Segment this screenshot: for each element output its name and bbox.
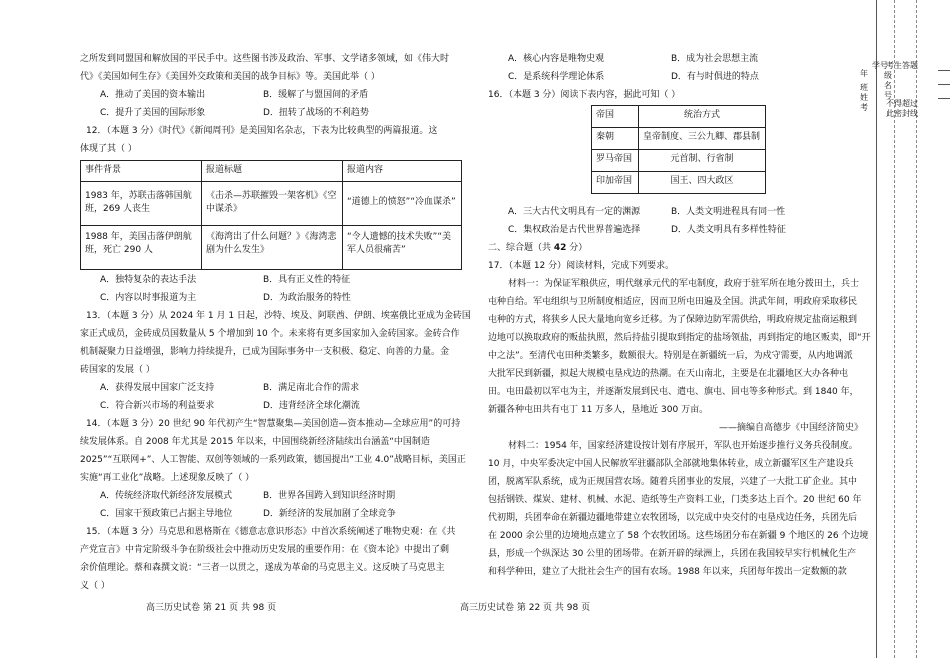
binding-margin bbox=[860, 0, 950, 658]
binding-notice-3: 此密封线 bbox=[886, 109, 918, 118]
q14-stem-3: 2025”“互联网+”、人工智能、双创等领域的一系列政策，德国提出“工业 4.0”战略目标，美国正 bbox=[80, 455, 466, 465]
material2-line-2: 10 月，中央军委决定中国人民解放军驻疆部队全部就地集体转业，成立新疆军区生产建设兵 bbox=[488, 459, 854, 469]
q13-option-c[interactable]: C．符合新兴市场的利益要求 bbox=[100, 401, 215, 411]
q13-option-d[interactable]: D．违背经济全球化潮流 bbox=[263, 401, 360, 411]
q11-option-d[interactable]: D．扭转了战场的不利趋势 bbox=[263, 108, 369, 118]
q16-option-a[interactable]: A．三大古代文明具有一定的渊源 bbox=[508, 207, 641, 217]
binding-exam-no-label: 号 bbox=[884, 91, 892, 100]
q14-option-b[interactable]: B．世界各国跨入到知识经济时期 bbox=[263, 491, 396, 501]
q12-row2-title: 《海湾出了什么问题？》《海湾悲剧为什么发生》 bbox=[202, 225, 343, 269]
q16-row3-rule: 国王、四大政区 bbox=[639, 172, 766, 194]
material1-line-4: 边地可以换取政府的贩盐执照，然后持盐引提取到指定的盐场领盐，再到指定的地区贩卖，即“开 bbox=[488, 333, 871, 343]
q15-option-d[interactable]: D．有与时俱进的特点 bbox=[671, 72, 759, 82]
q15-option-a[interactable]: A．核心内容是唯物史观 bbox=[508, 54, 605, 64]
q12-table bbox=[80, 160, 462, 270]
q15-stem-4: 义（ ） bbox=[80, 581, 110, 591]
q12-row1-title: 《击杀—苏联摧毁一架客机》《空中谋杀》 bbox=[202, 181, 343, 225]
q16-table bbox=[591, 105, 766, 194]
q14-option-c[interactable]: C．国家干预政策已占据主导地位 bbox=[100, 509, 233, 519]
q12-stem-1: 12．（本题 3 分）《时代》《新闻周刊》是美国知名杂志，下表为比较典型的两篇报道。这 bbox=[86, 126, 438, 136]
q11-option-c[interactable]: C．提升了美国的国际形象 bbox=[100, 108, 206, 118]
material1-line-1: 材料一：为保证军粮供应，明代继承元代的军屯制度，政府于驻军所在地分拨田土，兵士 bbox=[508, 279, 860, 289]
binding-name-label: 名 bbox=[884, 81, 892, 90]
binding-col1-year: 年 bbox=[860, 69, 868, 78]
q14-stem-4: 实施“再工业化”战略。上述现象反映了（ ） bbox=[80, 473, 255, 483]
q15-stem-1: 15．（本题 3 分）马克思和恩格斯在《德意志意识形态》中首次系统阐述了唯物史观：在《共 bbox=[86, 527, 456, 537]
q14-option-a[interactable]: A．传统经济取代新经济发展模式 bbox=[100, 491, 233, 501]
q16-row1-rule: 皇帝制度、三公九卿、郡县制 bbox=[639, 128, 766, 150]
binding-col1-name: 姓 bbox=[860, 93, 868, 102]
q12-option-d[interactable]: D．为政治服务的特性 bbox=[263, 293, 351, 303]
right-page bbox=[460, 0, 871, 658]
q16-option-d[interactable]: D．人类文明具有多样性特征 bbox=[671, 225, 786, 235]
q13-option-b[interactable]: B．满足南北合作的需求 bbox=[263, 383, 360, 393]
material2-line-6: 在 2000 余公里的边境地点建立了 58 个农牧团场。这些场团分布在新疆 9 个地区的 26 个边境 bbox=[488, 531, 869, 541]
q12-stem-2: 体现了其（ ） bbox=[80, 144, 137, 154]
right-page-footer: 高三历史试卷 第 22 页 共 98 页 bbox=[460, 603, 591, 613]
material1-source: ——摘编自高德步《中国经济简史》 bbox=[718, 423, 863, 433]
q14-stem-1: 14．（本题 3 分）20 世纪 90 年代初产生“智慧聚集—美国创造—资本推动—全球应用”的可持 bbox=[86, 419, 461, 429]
q15-stem-2: 产党宣言》中肯定阶级斗争在阶级社会中推动历史发展的重要作用：在《资本论》中提出了剩 bbox=[80, 545, 450, 555]
q17-stem: 17．（本题 12 分）阅读材料，完成下列要求。 bbox=[488, 261, 675, 271]
q14-stem-2: 续发展体系。自 2008 年尤其是 2015 年以来，中国围绕新经济陆续出台涵盖“中国制造 bbox=[80, 437, 430, 447]
q13-option-a[interactable]: A．获得发展中国家广泛支持 bbox=[100, 383, 215, 393]
q12-option-b[interactable]: B．具有正义性的特征 bbox=[263, 275, 351, 285]
q13-stem-2: 家正式成员，金砖成员国数量从 5 个增加到 10 个。未来将有更多国家加入金砖国家。金砖合作 bbox=[80, 329, 460, 339]
q16-row3-empire: 印加帝国 bbox=[592, 172, 639, 194]
material1-line-2: 屯种自给。军屯组织与卫所制度相适应，因而卫所屯田遍及全国。洪武年间，明政府采取移民 bbox=[488, 297, 858, 307]
q16-option-b[interactable]: B．人类文明进程具有同一性 bbox=[671, 207, 786, 217]
binding-col1-exam: 考 bbox=[860, 103, 868, 112]
material2-line-1: 材料二：1954 年，国家经济建设按计划有序展开，军队也开始逐步推行义务兵役制度。 bbox=[508, 441, 858, 451]
binding-notice-2: 不得超过 bbox=[886, 99, 918, 108]
q12-row1-background: 1983 年，苏联击落韩国航班，269 人丧生 bbox=[81, 181, 202, 225]
left-page-footer: 高三历史试卷 第 21 页 共 98 页 bbox=[146, 603, 277, 613]
q12-row2-background: 1988 年，美国击落伊朗航班，死亡 290 人 bbox=[81, 225, 202, 269]
intro-line-1: 之所发到同盟国和解放国的平民手中。这些图书涉及政治、军事、文学诸多领域，如《伟大时 bbox=[80, 54, 450, 64]
q16-header-rule: 统治方式 bbox=[639, 106, 766, 128]
left-page bbox=[80, 0, 471, 658]
material2-line-8: 和科学种田，建立了大批社会生产的国有农场。1988 年以来，兵团每年拨出一定数额的款 bbox=[488, 567, 847, 577]
material2-line-7: 县，形成一个纵深达 30 公里的团场带。在新开辟的绿洲上，兵团在我国较早实行机械化生产 bbox=[488, 549, 857, 559]
q16-row2-rule: 元首制、行省制 bbox=[639, 150, 766, 172]
fill-line-grade[interactable] bbox=[938, 84, 950, 85]
material1-line-5: 中之法”。至清代屯田种类繁多，数额很大。特别是在新疆统一后，为戍守需要，从内地调派 bbox=[488, 351, 853, 361]
q12-header-title: 报道标题 bbox=[202, 161, 343, 182]
binding-border-line bbox=[876, 0, 877, 658]
q13-stem-1: 13．（本题 3 分）从 2024 年 1 月 1 日起，沙特、埃及、阿联酋、伊朗、埃塞俄比亚成为金砖国 bbox=[86, 311, 471, 321]
q15-option-c[interactable]: C．是系统科学理论体系 bbox=[508, 72, 605, 82]
q15-option-b[interactable]: B．成为社会思想主流 bbox=[671, 54, 759, 64]
q11-option-a[interactable]: A．推动了美国的资本输出 bbox=[100, 90, 206, 100]
binding-col1-class: 班 bbox=[860, 83, 868, 92]
q11-option-b[interactable]: B．缓解了与盟国间的矛盾 bbox=[263, 90, 369, 100]
fill-line-name[interactable] bbox=[938, 98, 950, 99]
q16-row1-empire: 秦朝 bbox=[592, 128, 639, 150]
q13-stem-3: 机制凝聚力日益增强，影响力持续提升，已成为国际事务中一支积极、稳定、向善的力量。金 bbox=[80, 347, 450, 357]
q12-header-background: 事件背景 bbox=[81, 161, 202, 182]
q12-option-a[interactable]: A．独特复杂的表达手法 bbox=[100, 275, 197, 285]
material1-line-8: 新疆各种屯田共有屯丁 11 万多人，垦地近 300 万亩。 bbox=[488, 405, 709, 415]
binding-student-id-label: 学号 bbox=[872, 61, 888, 70]
q12-row2-content: “令人遗憾的技术失败”“美军人员很痛苦” bbox=[343, 225, 462, 269]
section-2-heading: 二、综合题（共 42 分） bbox=[488, 243, 588, 253]
intro-line-2: 代》《美国如何生存》《美国外交政策和美国的战争目标》等。美国此举（ ） bbox=[80, 72, 380, 82]
material1-line-3: 屯种的方式，将狭乡人民大量地向宽乡迁移。为了保障边防军需供给，明政府规定盐商运粮到 bbox=[488, 315, 858, 325]
q12-option-c[interactable]: C．内容以时事报道为主 bbox=[100, 293, 197, 303]
q12-header-content: 报道内容 bbox=[343, 161, 462, 182]
q16-row2-empire: 罗马帝国 bbox=[592, 150, 639, 172]
q13-stem-4: 砖国家的发展（ ） bbox=[80, 365, 155, 375]
material2-line-3: 团，脱离军队系统，成为正规国营农场。随着兵团事业的发展，兴建了一大批工矿企业。其中 bbox=[488, 477, 858, 487]
q14-option-d[interactable]: D．新经济的发展加剧了全球竞争 bbox=[263, 509, 396, 519]
material1-line-7: 田。屯田最初以军屯为主，并逐渐发展到民屯、遣屯、旗屯、回屯等多种形式。到 1840 年， bbox=[488, 387, 859, 397]
q16-option-c[interactable]: C．集权政治是古代世界普遍选择 bbox=[508, 225, 641, 235]
q16-header-empire: 帝国 bbox=[592, 106, 639, 128]
binding-grade-label: 级 bbox=[884, 71, 892, 80]
material1-line-6: 大批军民到新疆，拟起大规模屯垦戍边的热潮。在天山南北，主要是在北疆地区大办各种屯 bbox=[488, 369, 849, 379]
binding-notice-1: 考生答题 bbox=[886, 61, 918, 70]
material2-line-5: 代初期，兵团奉命在新疆边疆地带建立农牧团场，以完成中央交付的屯垦戍边任务，兵团先后 bbox=[488, 513, 858, 523]
material2-line-4: 包括钢铁、煤炭、建材、机械、水泥、造纸等生产资料工业，门类多达上百个。20 世纪 60 年 bbox=[488, 495, 862, 505]
q15-stem-3: 余价值理论。蔡和森撰文说：“三者一以贯之，遂成为革命的马克思主义。这反映了马克思主 bbox=[80, 563, 445, 573]
q16-stem: 16．（本题 3 分）阅读下表内容，据此可知（ ） bbox=[488, 90, 681, 100]
q12-row1-content: “道德上的愤怒”“冷血谋杀” bbox=[343, 181, 462, 225]
fill-line-student-id[interactable] bbox=[938, 70, 950, 71]
